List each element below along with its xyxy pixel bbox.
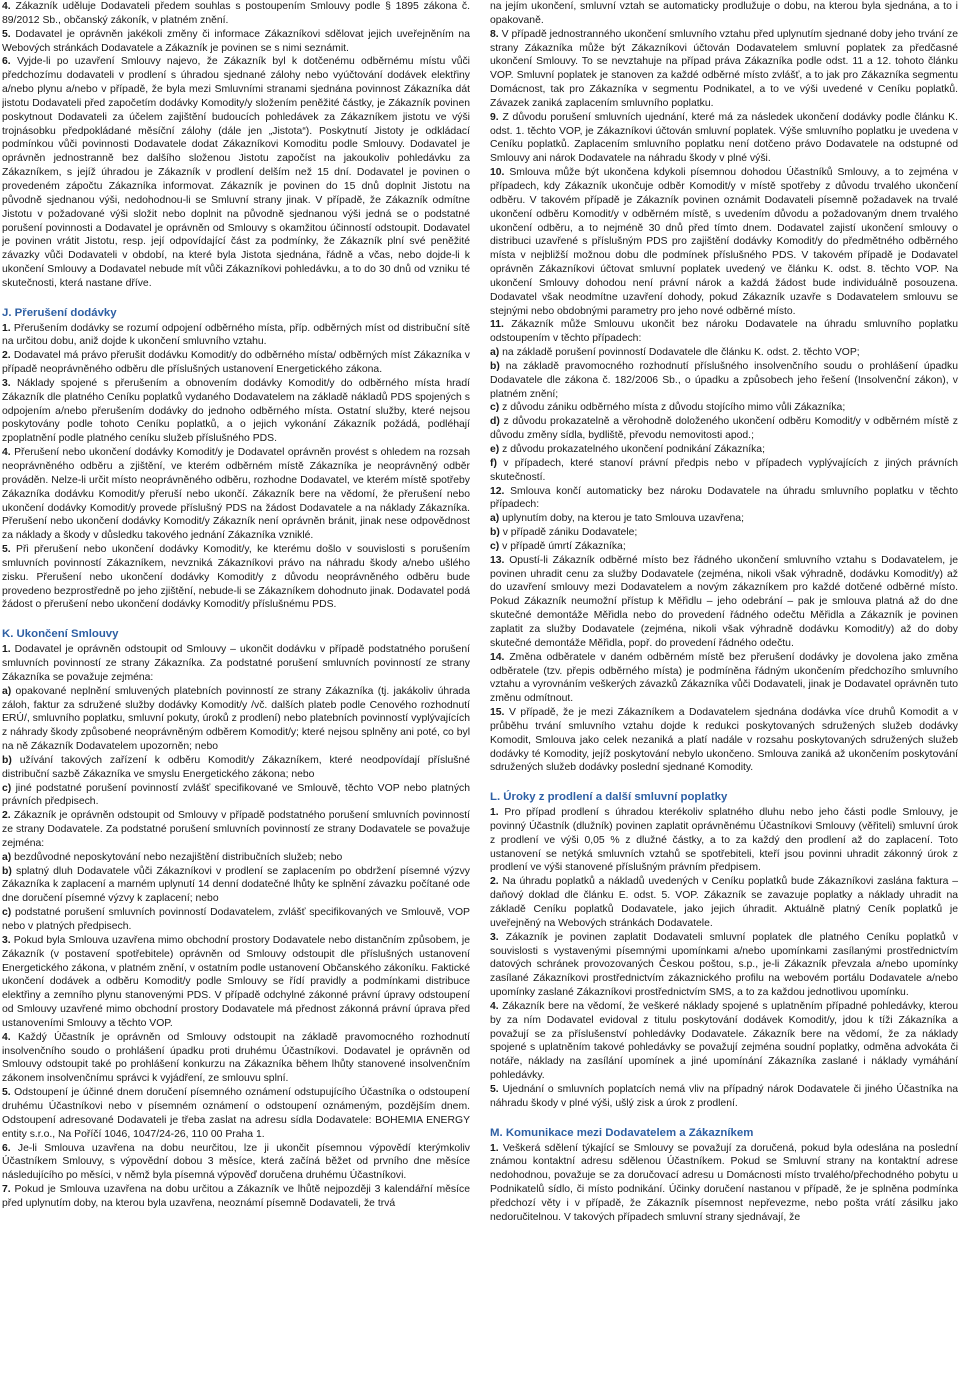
section-heading-l: L. Úroky z prodlení a další smluvní poplatky bbox=[490, 791, 728, 804]
paragraph bbox=[2, 782, 470, 810]
paragraph-text: podstatné porušení smluvních povinností Dodavatelem, zvlášť specifikovaných ve Smlouvě, VOP nebo v platných předpisech. bbox=[2, 907, 470, 932]
paragraph bbox=[2, 28, 470, 56]
paragraph-number: 4. bbox=[2, 447, 11, 459]
paragraph-number: 4. bbox=[2, 1031, 11, 1043]
paragraph-text: Pokud je Smlouva uzavřena na dobu určitou a Zákazník ve lhůtě nejpozději 3 kalendářní měsíce před uplynutím doby, na kterou byla uzavřena, neoznámí písemně Dodavateli, že trvá bbox=[2, 1184, 470, 1209]
paragraph-text: jiné podstatné porušení povinností zvlášť specifikované ve Smlouvě, těchto VOP nebo platných právních předpisech. bbox=[2, 782, 470, 808]
right-column bbox=[490, 0, 958, 1380]
paragraph bbox=[2, 543, 470, 612]
paragraph-number: 15. bbox=[490, 707, 505, 719]
paragraph-text: v případě úmrtí Zákazníka; bbox=[502, 540, 626, 552]
paragraph-text: z důvodu prokazatelného ukončení podnikání Zákazníka; bbox=[502, 444, 765, 455]
paragraph bbox=[490, 526, 958, 540]
paragraph-text: Při přerušení nebo ukončení dodávky Komodit/y, ke kterému došlo v souvislosti s porušením smluvních povinností Zákazníkem, nevzniká Zákazníkovi právo na náhradu škody a/nebo ušlého zisku. Přerušení nebo ukončení dodávky Komodit/y z důvodu neoprávněného odběru bude provedeno bezprostředně po jeho zjištění, nebude-li se Zákazníkem dohodnuto jinak. Dodavatel podá žádost o přerušení nebo ukončení dodávky Komodit/y příslušnému PDS. bbox=[2, 544, 470, 611]
paragraph-number: 3. bbox=[2, 934, 11, 946]
paragraph-number: b) bbox=[2, 754, 12, 766]
paragraph bbox=[2, 754, 470, 782]
paragraph-number: 12. bbox=[490, 485, 505, 497]
paragraph-number: c) bbox=[2, 907, 12, 919]
paragraph-number: 4. bbox=[2, 1, 11, 12]
paragraph-text: užívání takových zařízení k odběru Komodit/y Zákazníkem, které neodpovídají příslušné distribuční sazbě Zákazníka ve smyslu Energetického zákona; nebo bbox=[2, 754, 470, 780]
paragraph bbox=[490, 111, 958, 166]
paragraph-text: na základě porušení povinností Dodavatele dle článku K. odst. 2. těchto VOP; bbox=[502, 347, 860, 359]
paragraph bbox=[490, 28, 958, 111]
paragraph-number: 14. bbox=[490, 651, 505, 663]
paragraph-number: c) bbox=[490, 540, 500, 552]
left-column bbox=[2, 0, 470, 1380]
paragraph bbox=[2, 934, 470, 1031]
paragraph-number: 1. bbox=[490, 807, 499, 819]
paragraph-text: V případě, že je mezi Zákazníkem a Dodavatelem sjednána dodávka více druhů Komodit a v průběhu trvání smluvního vztahu dojde k redukci poskytovaných sdružených služeb dodávky Komodit, Smlouva jako celek nezaniká a platí nadále v rozsahu poskytovaných sdružených služeb dodávky té Komodity, jejíž poskytování nebylo ukončeno. Smlouva zaniká až ukončením poskytování sdružených služeb dodávky poslední sjednané Komodity. bbox=[490, 707, 958, 774]
paragraph-text: V případě jednostranného ukončení smluvního vztahu před uplynutím sjednané doby jeho trvání ze strany Zákazníka může být Zákazníkovi účtován Dodavatelem smluvní poplatek za předčasné ukončení Smlouvy. To se nevztahuje na případ práva Zákazníka podle odst. 11 a 12. tohoto článku VOP. Smluvní poplatek je stanoven za každé odběrné místo zvlášť, a to jak pro Zákazníka segmentu Domácnost, tak pro Zákazníka v segmentu Podnikatel, a to ve výši uvedené v Ceníku poplatků. Závazek zaniká zaplacením smluvního poplatku. bbox=[490, 28, 958, 109]
paragraph-text: Zákazník je oprávněn odstoupit od Smlouvy v případě podstatného porušení smluvních povinností ze strany Dodavatele. Za podstatné porušení smluvních povinností ze strany Dodavatele se považuje zejména: bbox=[2, 810, 470, 849]
paragraph bbox=[2, 851, 470, 865]
right-paragraphs-a bbox=[490, 0, 958, 775]
paragraph bbox=[2, 685, 470, 754]
paragraph-text: Na úhradu poplatků a nákladů uvedených v Ceníku poplatků bude Zákazníkovi zaslána faktura – daňový doklad dle článku E. odst. 5. VOP. Zákazník se zavazuje poplatky a náklady uhradit na základě Ceníku poplatků Dodavatele, jako jejich úhradit. Aktuálně platný Ceník poplatků je uveřejněný na Webových stránkách Dodavatele. bbox=[490, 876, 958, 929]
paragraph-number: 11. bbox=[490, 319, 504, 331]
paragraph bbox=[2, 55, 470, 290]
paragraph bbox=[490, 443, 958, 457]
paragraph-number: 5. bbox=[2, 544, 11, 556]
paragraph bbox=[490, 415, 958, 443]
paragraph-text: Opustí-li Zákazník odběrné místo bez řádného ukončení smluvního vztahu s Dodavatelem, je povinen uhradit cenu za služby Dodavatele (zejména, nikoli však výhradně, dodávku Komodit/y) až do uzavření smlouvy mezi Dodavatelem a novým zákazníkem pro každé dotčené odběrné místo. Pokud Zákazník neumožní přístup k Měřidlu – jeho odebrání – pak je smlouva platná až do dne skutečné demontáže Měřidla nebo do provedení řádného odečtu Měřidla a Zákazník je povinen zaplatit za služby Dodavatele (zejména, nikoli však výhradně dodávku Komodit/y) až do doby skutečné demontáže Měřidla, popř. do provedení řádného odečtu. bbox=[490, 554, 958, 649]
paragraph-number: 5. bbox=[2, 28, 11, 40]
paragraph-text: Smlouva může být ukončena kdykoli písemnou dohodou Účastníků Smlouvy, a to zejména v případech, kdy Zákazník ukončuje odběr Komodit/y v místě spotřeby z důvodu trvalého ukončení odběru. V takovém případě je Zákazník povinen oznámit Dodavateli písemně požadavek na trvalé ukončení odběru Komodit/y v odběrném místě, s uvedením důvodu a požadovaným dnem trvalého ukončení odběru, a to nejméně 30 dnů před tímto dnem. Dodavatel zajistí ukončení smlouvy o distribuci uzavřené s příslušným PDS pro zajištění dodávky Komodit/y do předmětného odběrného místa v nejbližší možnou dobu dle podmínek příslušného PDS. V takovém případě je Dodavatel oprávněn Zákazníkovi účtovat smluvní poplatek uvedený ve článku K. odst. 8. těchto VOP. Na ukončení Smlouvy dohodou není právní nárok a každá žádost bude individuálně posouzena. Dodavatel však neodmítne uzavření dohody, pokud Zákazník uzavře s Dodavatelem smlouvu se stejnými nebo obdobnými parametry pro jeho nové odběrné místo. bbox=[490, 167, 958, 317]
paragraph-text: Každý Účastník je oprávněn od Smlouvy odstoupit na základě pravomocného rozhodnutí insolvenčního soudo o prohlášení úpadku proti druhému Účastníkovi. Dodavatel je oprávněn od Smlouvy odstoupit také po prohlášení konkurzu na Zákazníka během lhůty stanovené insolvenčním zákonem insolvenčnímu správci k vyjádření, ze smlouvu splní. bbox=[2, 1031, 470, 1085]
paragraph-text: splatný dluh Dodavatele vůči Zákazníkovi v prodlení se zaplacením po obdržení písemné výzvy Zákazníka k zaplacení a marném uplynutí 14 denní dodatečné lhůty ke splnění závazku počítané ode dne doručení písemné výzvy k zaplacení; nebo bbox=[2, 865, 470, 905]
paragraph-number: 5. bbox=[2, 1087, 11, 1099]
paragraph-text: Dodavatel je oprávněn odstoupit od Smlouvy – ukončit dodávku v případě podstatného porušení smluvních povinností ze strany Zákazníka. Za podstatné porušení smluvních povinností ze strany Zákazníka se považuje zejména: bbox=[2, 644, 470, 683]
paragraph-text: opakované neplnění smluvených platebních povinností ze strany Zákazníka (tj. jakákoliv úhrada záloh, faktur za sdružené služby dodávky Komodit/y /vč. dalších plateb podle Cenového rozhodnutí ERÚ/, smluvního poplatku, smluvní pokuty, úroků z prodlení) nebo platebních povinností vyplývajících z náhrady škody způsobené neoprávněným odběrem Komodit/y; které nejsou splněny ani poté, co byl na ně Zákazník Dodavatelem upozorněn; nebo bbox=[2, 685, 470, 753]
paragraph-text: bezdůvodné neposkytování nebo nezajištění distribučních služeb; nebo bbox=[14, 851, 343, 863]
paragraph bbox=[2, 0, 470, 28]
paragraph bbox=[2, 809, 470, 851]
paragraph-text: Přerušením dodávky se rozumí odpojení odběrného místa, příp. odběrných míst od distribuční sítě na určitou dobu, aniž dojde k ukončení smluvního vztahu. bbox=[2, 322, 470, 348]
paragraph-number: 6. bbox=[2, 56, 11, 68]
paragraph-number: a) bbox=[490, 513, 500, 525]
paragraph-number: 4. bbox=[490, 1000, 499, 1012]
paragraph-text: Dodavatel je oprávněn jakékoli změny či informace Zákazníkovi sdělovat jejich uveřejněním na Webových stránkách Dodavatele a Zákazník je povinen se s nimi seznámit. bbox=[2, 28, 470, 54]
paragraph-number: c) bbox=[490, 402, 500, 414]
paragraph-text: Zákazník může Smlouvu ukončit bez nároku Dodavatele na úhradu smluvního poplatku odstoupením v těchto případech: bbox=[490, 319, 958, 345]
paragraph bbox=[2, 446, 470, 543]
paragraph-number: 1. bbox=[2, 322, 11, 334]
paragraph-text: Pro případ prodlení s úhradou kterékoliv splatného dluhu nebo jeho části podle Smlouvy, je povinný Účastník (dlužník) povinen zaplatit oprávněnému Účastníkovi Smlouvy (věřiteli) smluvní úrok z prodlení ve výši 0,05 % z dlužné částky, a to za každý den prodlení až do zaplacení. Toto ustanovení se netýká smluvních vztahů se spotřebiteli, kteří jsou povinni uhradit zákonný úrok z prodlení ve výši stanovené příslušným právním předpisem. bbox=[490, 807, 958, 874]
paragraph-number: a) bbox=[2, 851, 12, 863]
paragraph bbox=[490, 706, 958, 775]
section-heading-k: K. Ukončení Smlouvy bbox=[2, 628, 119, 641]
section-k-paragraphs bbox=[2, 643, 470, 1211]
paragraph bbox=[2, 349, 470, 377]
paragraph bbox=[490, 166, 958, 318]
paragraph-number: 5. bbox=[490, 1083, 499, 1095]
paragraph bbox=[2, 1031, 470, 1086]
paragraph bbox=[490, 360, 958, 402]
paragraph-text: Zákazník uděluje Dodavateli předem souhlas s postoupením Smlouvy podle § 1895 zákona č. 89/2012 Sb., občanský zákoník, v platném znění. bbox=[2, 1, 470, 26]
paragraph bbox=[490, 806, 958, 875]
paragraph-text: Dodavatel má právo přerušit dodávku Komodit/y do odběrného místa/ odběrných míst Zákazníka v případě neoprávněného odběru dle příslušných ustanovení Energetického zákona. bbox=[2, 350, 470, 376]
paragraph bbox=[490, 0, 958, 28]
paragraph bbox=[490, 875, 958, 930]
paragraph-number: a) bbox=[2, 685, 12, 697]
paragraph bbox=[490, 346, 958, 360]
paragraph bbox=[2, 643, 470, 685]
paragraph bbox=[2, 1183, 470, 1211]
paragraph bbox=[490, 1142, 958, 1225]
paragraph-text: Pokud byla Smlouva uzavřena mimo obchodní prostory Dodavatele nebo distančním způsobem, je Zákazník (v postavení spotřebitele) oprávněn od Smlouvy odstoupit dle příslušných ustanovení Energetického zákona, v platném znění, v ostatním podle ustanovení Občanského zákoníku. Faktické ukončení dodávek a odběru Komodit/y podle Smlouvy se řídí pravidly a podmínkami distribuce elektřiny a zemního plynu stanovenými PDS. V případě odchylné zákonné právní úpravy odstoupení od Smlouvy uzavřené mimo obchodní prostory Dodavatele má přednost zákonná právní úprava před ustanoveními Smlouvy a těchto VOP. bbox=[2, 934, 470, 1029]
paragraph-number: 2. bbox=[2, 810, 11, 822]
paragraph-number: 2. bbox=[490, 876, 499, 888]
paragraph-number: 1. bbox=[2, 644, 11, 656]
paragraph bbox=[490, 318, 958, 346]
paragraph-number: 7. bbox=[2, 1184, 11, 1196]
paragraph-text: na základě pravomocného rozhodnutí příslušného insolvenčního soudu o prohlášení úpadku Dodavatele dle zákona č. 182/2006 Sb., o úpadku a způsobech jeho řešení (Insolvenční zákon), v platném znění; bbox=[490, 360, 958, 400]
paragraph-number: b) bbox=[2, 865, 12, 877]
paragraph bbox=[2, 1142, 470, 1184]
paragraph bbox=[490, 457, 958, 485]
paragraph-text: Změna odběratele v daném odběrném místě bez přerušení dodávky je dovolena jako změna odběratele (tzv. přepis odběrného místa) je podmíněna řádným ukončením předchozího smluvního vztahu a vyrovnáním veškerých závazků Zákazníka vůči Dodavateli, jinak je Dodavatel oprávněn tuto změnu odmítnout. bbox=[490, 651, 958, 705]
paragraph-number: f) bbox=[490, 457, 497, 469]
paragraph-text: uplynutím doby, na kterou je tato Smlouva uzavřena; bbox=[502, 513, 744, 525]
left-paragraphs-a bbox=[2, 0, 470, 291]
paragraph-text: Veškerá sdělení týkající se Smlouvy se považují za doručená, pokud byla odeslána na poslední známou kontaktní adresu sdělenou Účastníkem. Pokud se Smluvní strany na kontaktní adrese nedohodnou, považuje se za doručovací adresu u Domácnosti místo trvalého/přechodného pobytu u Podnikatelů sídlo, či místo podnikání. Účinky doručení nastanou v případě, že je splněna podmínka předchozí věty i v případě, že Zákazník písemnost nepřevezme, nebo pošta vrátí zásilku jako nedoručitelnou. V takových případech smluvní strany sjednávají, že bbox=[490, 1142, 958, 1223]
paragraph-number: 9. bbox=[490, 111, 499, 123]
paragraph-number: 6. bbox=[2, 1142, 11, 1154]
section-l-paragraphs bbox=[490, 806, 958, 1111]
section-heading-m: M. Komunikace mezi Dodavatelem a Zákazníkem bbox=[490, 1126, 754, 1139]
section-heading-j: J. Přerušení dodávky bbox=[2, 306, 117, 319]
section-m-paragraphs bbox=[490, 1142, 958, 1225]
paragraph bbox=[2, 377, 470, 446]
paragraph-number: 1. bbox=[490, 1142, 499, 1154]
paragraph bbox=[490, 1083, 958, 1111]
paragraph bbox=[490, 512, 958, 526]
paragraph-text: na jejím ukončení, smluvní vztah se automaticky prodlužuje o dobu, na kterou byla sjednána, a to i opakovaně. bbox=[490, 1, 958, 26]
paragraph-number: 10. bbox=[490, 167, 505, 179]
paragraph-number: b) bbox=[490, 527, 500, 539]
paragraph-text: z důvodu prokazatelně a věrohodně doloženého ukončení odběru Komodit/y v odběrném místě z důvodu změny sídla, bydliště, převodu nemovitosti apod.; bbox=[490, 416, 958, 442]
paragraph bbox=[490, 1000, 958, 1083]
paragraph bbox=[490, 540, 958, 554]
paragraph-text: Odstoupení je účinné dnem doručení písemného oznámení odstupujícího Účastníka o odstoupení druhému Účastníkovi nebo v písemném oznámení o odstoupení oznámeným, pozdějším dnem. Odstoupení adresované Dodavateli je třeba zaslat na adresu sídla Dodavatele: BOHEMIA ENERGY entity s.r.o., Na Poříčí 1046, 1047/24-26, 110 00 Praha 1. bbox=[2, 1087, 470, 1140]
paragraph-text: Ujednání o smluvních poplatcích nemá vliv na případný nárok Dodavatele či jiného Účastníka na náhradu škody v plné výši, ušlý zisk a úrok z prodlení. bbox=[490, 1083, 958, 1109]
paragraph bbox=[490, 401, 958, 415]
paragraph-number: d) bbox=[490, 416, 500, 428]
paragraph-number: 2. bbox=[2, 350, 11, 362]
paragraph bbox=[2, 322, 470, 350]
paragraph-text: v případě zániku Dodavatele; bbox=[502, 527, 638, 539]
paragraph bbox=[2, 906, 470, 934]
paragraph-number: 3. bbox=[490, 931, 499, 943]
paragraph-text: Vyjde-li po uzavření Smlouvy najevo, že Zákazník byl k dotčenému odběrnému místu vůči předchozímu dodavateli v prodlení s úhradou sjednané zálohy nebo vyúčtování dodávek elektřiny a/nebo plynu a/nebo v případě, že byla mezi Smluvními stranami sjednána povinnost Zákazníka dát jistotu Dodavateli před započetím dodávky Komodity/y složením peněžité částky, je Zákazník povinen poskytnout Dodavateli za účelem zajištění budoucích pohledávek za Zákazníkem jistotu ve výši trojnásobku předpokládané měsíční zálohy (dále jen „Jistota“). Poskytnutí Jistoty je odkládací podmínkou vůči povinnosti Dodavatele dodat Zákazníkovi Komoditu podle Smlouvy. Dodavatel je oprávněn jednostranně bez dalšího složenou Jistotu započíst na jakoukoliv pohledávku za Zákazníkem, s jejíž úhradou je Zákazník v prodlení delším než 15 dní. Dodavatel je povinen o provedeném zápočtu Zákazníka informovat. Zákazník je povinen do 15 dnů doplnit Jistotu na původně sjednanou výši, nedohodnou-li se Smluvní strany jinak. V případě, že Zákazník odmítne Jistotu v požadované výši složit nebo doplnit na původně sjednanou výši jedná se o podstatné porušení povinnosti a Dodavatel je oprávněn od Smlouvy s okamžitou účinností odstoupit. Dodavatel je povinen vrátit Jistotu, resp. její odpovídající část za podmínky, že Zákazník plní své peněžité závazky vůči Dodavateli v období, na které byla Jistota sjednána, řádně a včas, nebo dojde-li k ukončení Smlouvy a Dodavatel nebude mít vůči Zákazníkovi pohledávku, a to do 30 dnů od vzniku té skutečnosti, která nastane dříve. bbox=[2, 56, 470, 289]
section-j-paragraphs bbox=[2, 322, 470, 613]
paragraph-number: 8. bbox=[490, 28, 499, 40]
paragraph-text: Zákazník bere na vědomí, že veškeré náklady spojené s uplatněním případné pohledávky, kterou by za ním Dodavatel evidoval z titulu poskytování dodávek Komodit/y, jdou k tíži Zákazníka a považují se za příslušenství pohledávky Dodavatele. Zákazník bere na vědomí, že za náklady spojené s uplatněním takové pohledávky se považují zejména soudní poplatky, odměna advokáta či notáře, náklady na zasílání upomínek a jiné upomínání Zákazníka zaslané i náklady vymáhání pohledávky. bbox=[490, 1000, 958, 1082]
paragraph-number: e) bbox=[490, 444, 500, 455]
paragraph-text: Je-li Smlouva uzavřena na dobu neurčitou, lze ji ukončit písemnou výpovědí kterýmkoliv Účastníkem Smlouvy, s výpovědní dobou 3 měsíce, která začíná běžet od prvního dne měsíce následujícího po měsíci, v němž byla písemná výpověď doručena druhému Účastníkovi. bbox=[2, 1142, 470, 1182]
paragraph bbox=[2, 865, 470, 907]
paragraph-number: a) bbox=[490, 347, 500, 359]
paragraph bbox=[2, 1086, 470, 1141]
paragraph-number: 13. bbox=[490, 554, 505, 566]
paragraph-text: Náklady spojené s přerušením a obnovením dodávky Komodit/y do odběrného místa hradí Zákazník dle platného Ceníku poplatků vydaného Dodavatelem na základě nákladů PDS spojených s odpojením a/nebo přerušením dodávky do jednoho odběrného místa. Ostatní služby, které nejsou poskytovány podle tohoto Ceníku poplatků, a o jejich vykonání Zákazník požádá, podléhají zpoplatnění podle platného ceníku služeb příslušného PDS. bbox=[2, 377, 470, 445]
paragraph-text: Smlouva končí automaticky bez nároku Dodavatele na úhradu smluvního poplatku v těchto případech: bbox=[490, 485, 958, 511]
paragraph bbox=[490, 931, 958, 1000]
paragraph-text: z důvodu zániku odběrného místa z důvodu stojícího mimo vůli Zákazníka; bbox=[502, 402, 846, 414]
paragraph bbox=[490, 554, 958, 651]
paragraph-number: 3. bbox=[2, 377, 11, 389]
paragraph bbox=[490, 651, 958, 706]
paragraph-text: Z důvodu porušení smluvních ujednání, které má za následek ukončení dodávky podle článku K. odst. 1. těchto VOP, je Zákazníkovi účtován smluvní poplatek. Výše smluvního poplatku je uvedena v Ceníku poplatků. Zaplacením smluvního poplatku není dotčeno právo Dodavatele na odstupné od Smlouvy ani nárok Dodavatele na náhradu škody v plné výši. bbox=[490, 111, 958, 165]
paragraph-text: Přerušení nebo ukončení dodávky Komodit/y je Dodavatel oprávněn provést s ohledem na rozsah neoprávněného odběru a zjištění, ve kterém odběrném místě Zákazníka je neoprávněný odběr prováděn. Nelze-li určit místo neoprávněného odběru, rozhodne Dodavatel, ve kterém místě spotřeby Zákazníka dodávku Komodit/y přeruší nebo ukončí. Zákazník bere na vědomí, že přerušení nebo ukončení dodávky Komodit/y provede příslušný PDS na žádost Dodavatele a na náklady Zákazníka. Přerušení nebo ukončení dodávky Komodit/y Zákazník není oprávněn bránit, jinak nese odpovědnost za náklady a škody v důsledku takového jednání Zákazníka vzniklé. bbox=[2, 447, 470, 542]
paragraph-number: c) bbox=[2, 782, 12, 794]
paragraph-text: v případech, které stanoví právní předpis nebo v případech vyplývajících z jiných právních skutečností. bbox=[490, 457, 958, 483]
paragraph-text: Zákazník je povinen zaplatit Dodavateli smluvní poplatek dle platného Ceníku poplatků v souvislosti s vystavenými písemnými upomínkami a/nebo upomínkami zasílanými prostřednictvím datových schránek provozovaných Českou poštou, s.p., je-li Zákazník převzala a/nebo upomínky zasílané Zákazníkovi prostřednictvím zákaznického profilu na webovém portálu Dodavatele a/nebo upomínky zaslané Zákazníkovi prostřednictvím SMS, a to za každou jednotlivou upomínku. bbox=[490, 931, 958, 999]
paragraph bbox=[490, 485, 958, 513]
paragraph-number: b) bbox=[490, 360, 500, 372]
